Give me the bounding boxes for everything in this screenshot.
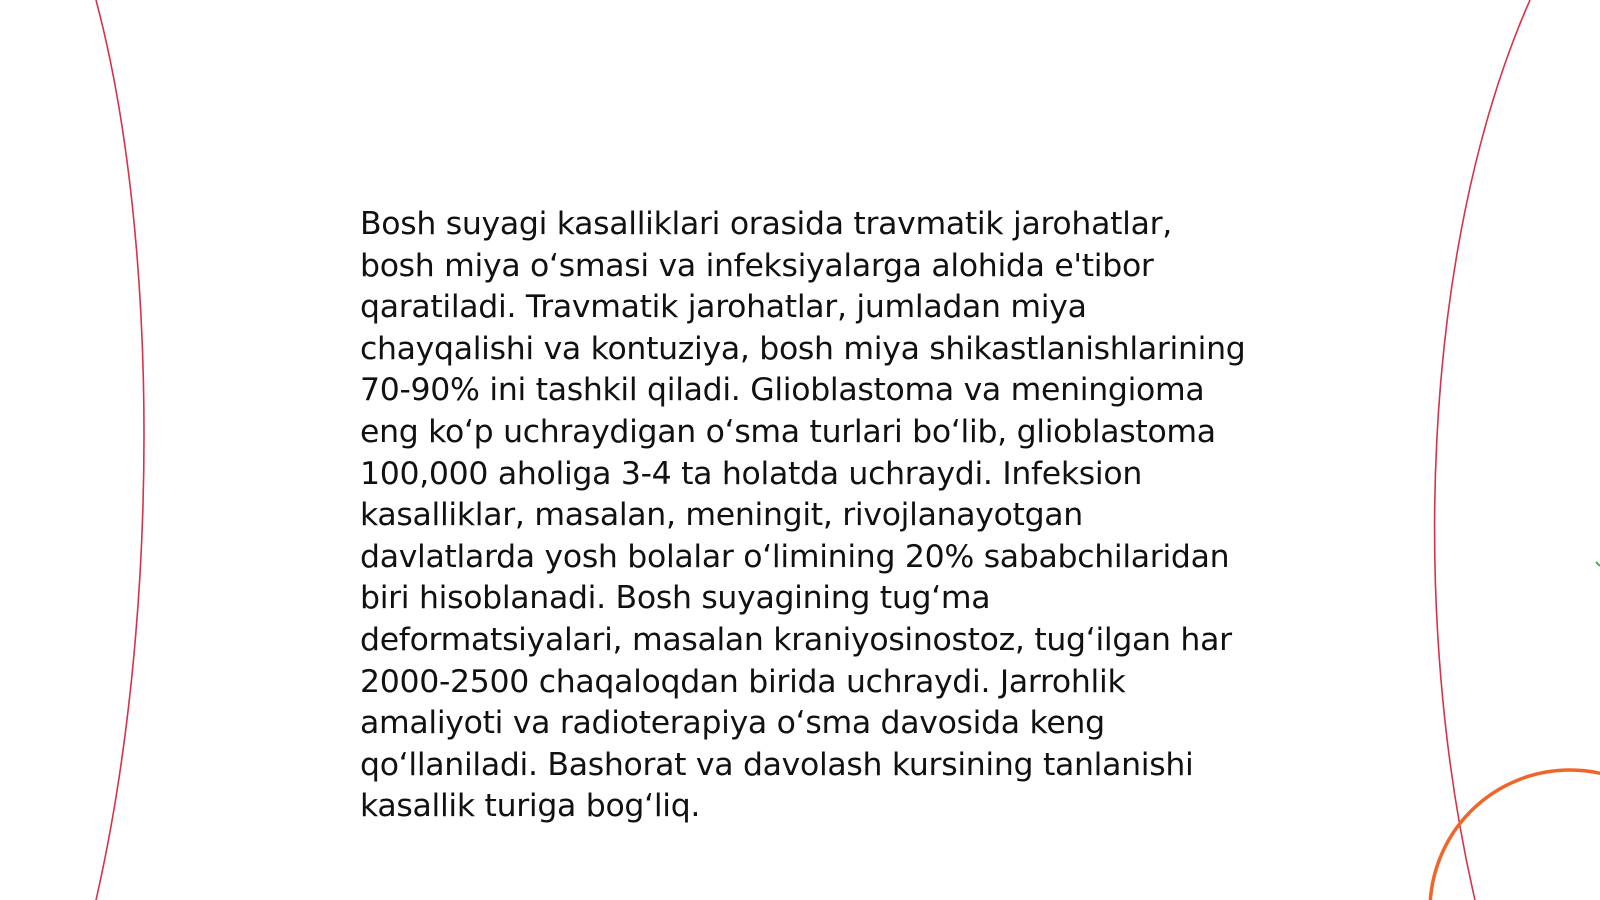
slide-body-text: Bosh suyagi kasalliklari orasida travmatik jarohatlar, bosh miya o‘smasi va infeksiyalarga alohida e'tibor qaratiladi. Travmatik jarohatlar, jumladan miya chayqalishi va kontuziya, bosh miya shikastlanishlarining 70-90% ini tashkil qiladi. Glioblastoma va meningioma eng ko‘p uchraydigan o‘sma turlari bo‘lib, glioblastoma 100,000 aholiga 3-4 ta holatda uchraydi. Infeksion kasalliklar, masalan, meningit, rivojlanayotgan davlatlarda yosh bolalar o‘limining 20% sababchilaridan biri hisoblanadi. Bosh suyagining tug‘ma deformatsiyalari, masalan kraniyosinostoz, tug‘ilgan har 2000-2500 chaqaloqdan birida uchraydi. Jarrohlik amaliyoti va radioterapiya o‘sma davosida keng qo‘llaniladi. Bashorat va davolash kursining tanlanishi kasallik turiga bog‘liq. <box>360 206 1246 825</box>
left-arc-line <box>96 0 144 900</box>
orange-circle-outline <box>1430 770 1600 900</box>
green-accent-mark <box>1596 562 1600 566</box>
right-arc-line <box>1435 0 1530 900</box>
